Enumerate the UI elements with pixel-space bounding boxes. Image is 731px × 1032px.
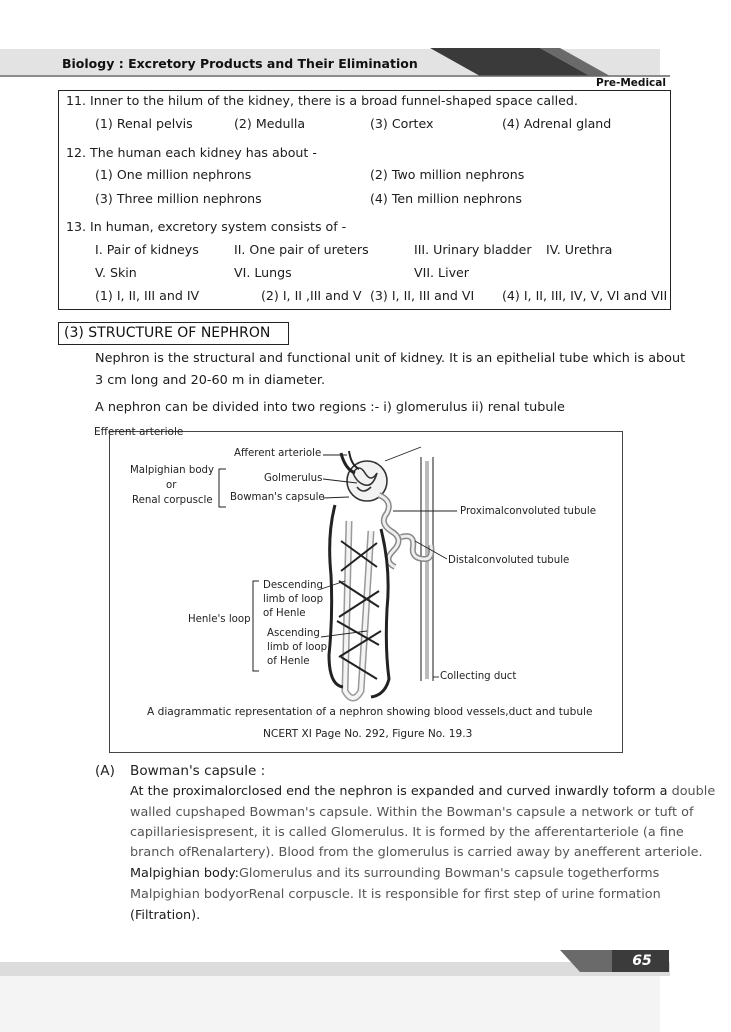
q13-item-7: VII. Liver: [414, 265, 469, 280]
label-dct: Distalconvoluted tubule: [448, 555, 570, 566]
body-line-7: (Filtration).: [130, 908, 201, 923]
nephron-diagram: [109, 431, 621, 751]
body-line-5-strong: Malpighian body:: [130, 866, 239, 881]
label-ascending-2: limb of loop: [267, 642, 328, 653]
body-line-3: capillariesispresent, it is called Glomerulus. It is formed by the afferentarteriole (a fine: [130, 825, 684, 840]
subsection-marker: (A): [95, 763, 115, 779]
label-bowmans: Bowman's capsule: [230, 492, 325, 503]
q13-item-4: IV. Urethra: [546, 242, 613, 257]
q11-option-3: (3) Cortex: [370, 116, 434, 131]
body-line-2: walled cupshaped Bowman's capsule. Within the Bowman's capsule a network or tuft of: [130, 805, 694, 820]
body-line-4: branch ofRenalartery). Blood from the glomerulus is carried away by anefferent arteriole.: [130, 845, 703, 860]
section-para1-line1: Nephron is the structural and functional unit of kidney. It is an epithelial tube which is about: [95, 351, 686, 366]
label-henle: Henle's loop: [188, 614, 251, 625]
label-descending-1: Descending: [263, 580, 323, 591]
page-number: 65: [632, 953, 652, 969]
label-malpighian-3: Renal corpuscle: [132, 495, 213, 506]
q12-option-4: (4) Ten million nephrons: [370, 191, 522, 206]
label-malpighian-1: Malpighian body: [130, 465, 215, 476]
body-line-6: Malpighian bodyorRenal corpuscle. It is responsible for first step of urine formation: [130, 887, 661, 902]
q13-option-4: (4) I, II, III, IV, V, VI and VII: [502, 288, 668, 303]
q11-option-4: (4) Adrenal gland: [502, 116, 612, 131]
body-line-5: [130, 866, 659, 881]
body-line-1-strong: At the proximalorclosed end the nephron is expanded and curved inwardly toform a: [130, 784, 668, 799]
q11-option-2: (2) Medulla: [234, 116, 306, 131]
figure-caption: A diagrammatic representation of a nephron showing blood vessels,duct and tubule: [147, 706, 593, 718]
body-line-1: [130, 784, 716, 799]
label-descending-3: of Henle: [263, 608, 306, 619]
body-line-1-rest: double: [667, 784, 716, 799]
section-para1-line2: 3 cm long and 20-60 m in diameter.: [95, 373, 326, 388]
q13-item-1: I. Pair of kidneys: [95, 242, 199, 257]
section-para2: A nephron can be divided into two regions :- i) glomerulus ii) renal tubule: [95, 400, 565, 415]
q13-item-6: VI. Lungs: [234, 265, 292, 280]
subsection-title: Bowman's capsule :: [130, 763, 266, 779]
question-13: 13. In human, excretory system consists of -: [66, 219, 347, 234]
header-title: Biology : Excretory Products and Their Elimination: [62, 56, 418, 71]
q13-item-2: II. One pair of ureters: [234, 242, 369, 257]
q12-option-3: (3) Three million nephrons: [95, 191, 262, 206]
q13-option-2: (2) I, II ,III and V: [261, 288, 362, 303]
q13-item-3: III. Urinary bladder: [414, 242, 532, 257]
label-ascending-3: of Henle: [267, 656, 310, 667]
figure-reference: NCERT XI Page No. 292, Figure No. 19.3: [263, 728, 473, 740]
label-pct: Proximalconvoluted tubule: [460, 506, 596, 517]
section-heading: (3) STRUCTURE OF NEPHRON: [64, 325, 271, 341]
question-12: 12. The human each kidney has about -: [66, 145, 317, 160]
q13-item-5: V. Skin: [95, 265, 137, 280]
q13-option-3: (3) I, II, III and VI: [370, 288, 475, 303]
q12-option-1: (1) One million nephrons: [95, 167, 252, 182]
question-11: 11. Inner to the hilum of the kidney, there is a broad funnel-shaped space called.: [66, 93, 578, 108]
label-ascending-1: Ascending: [267, 628, 320, 639]
body-line-5-rest: Glomerulus and its surrounding Bowman's capsule togetherforms: [238, 866, 660, 881]
label-afferent: Afferent arteriole: [234, 448, 322, 459]
label-collecting: Collecting duct: [440, 671, 517, 682]
q13-option-1: (1) I, II, III and IV: [95, 288, 200, 303]
q12-option-2: (2) Two million nephrons: [370, 167, 525, 182]
label-golmerulus: Golmerulus: [264, 473, 323, 484]
q11-option-1: (1) Renal pelvis: [95, 116, 193, 131]
label-malpighian-2: or: [166, 480, 177, 491]
label-descending-2: limb of loop: [263, 594, 324, 605]
header-tag: Pre-Medical: [596, 77, 666, 89]
figure-overlay-label: Efferent arteriole: [94, 426, 184, 438]
